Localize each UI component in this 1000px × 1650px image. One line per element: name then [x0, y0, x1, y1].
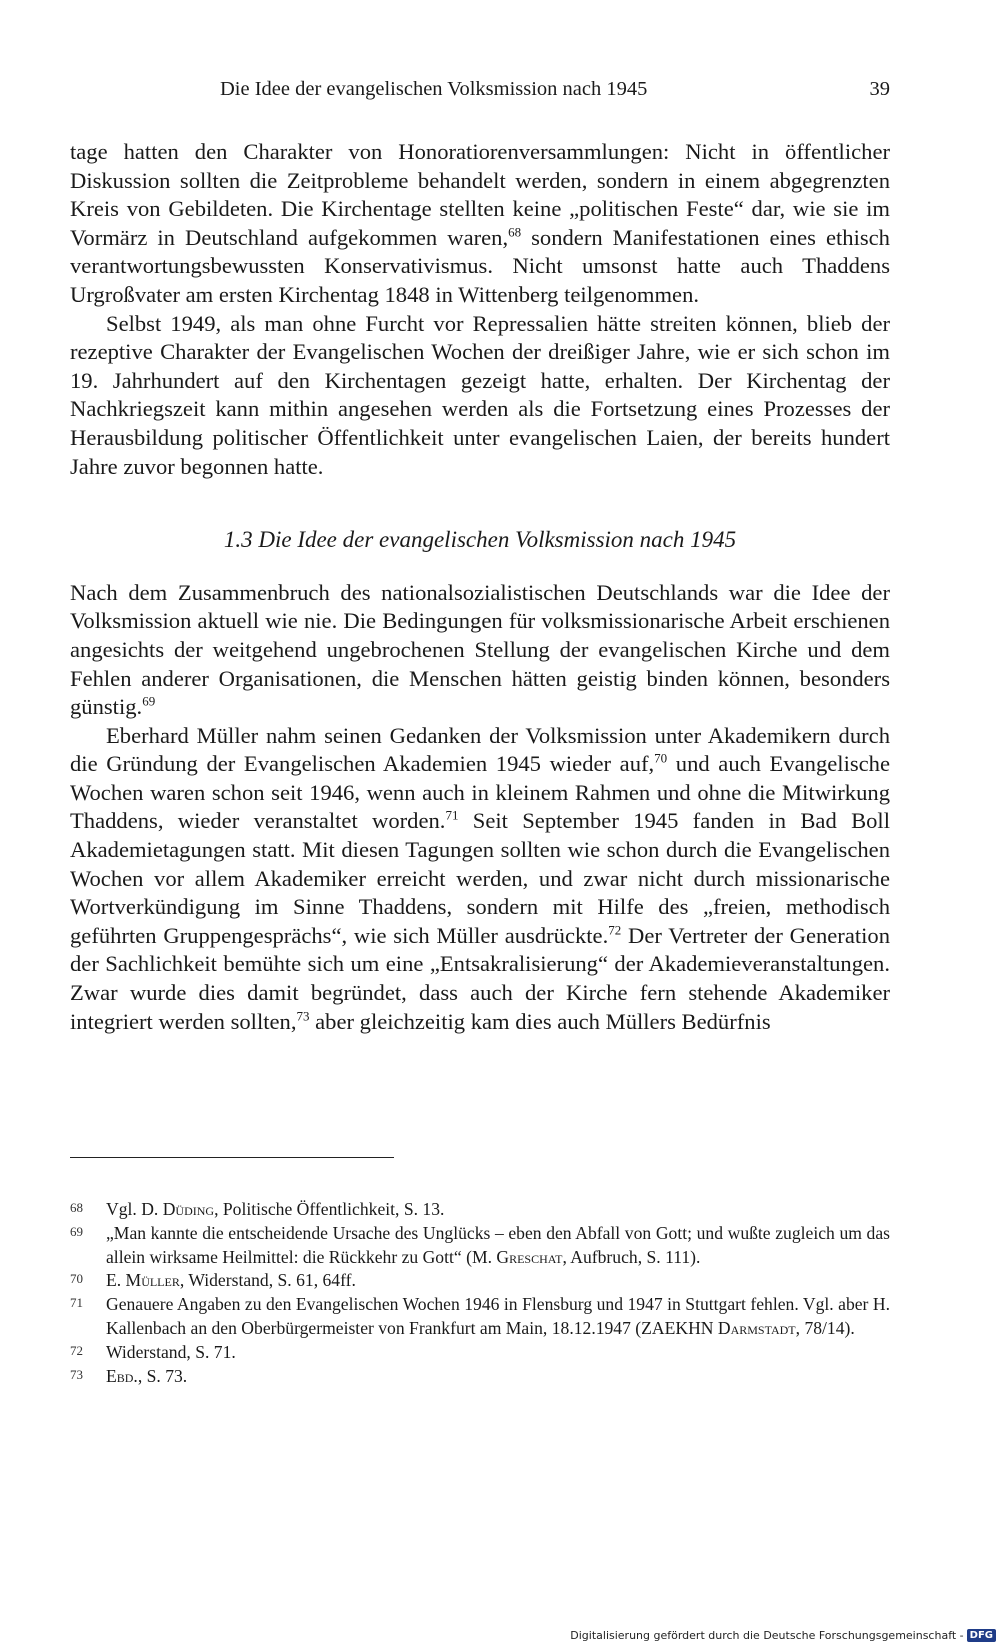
text-run: und auch Evangelische Wochen waren schon seit 1946, wenn auch in kleinem Rahmen und ohne die Mitwirkung Thaddens, wieder veranstaltet worden.	[70, 751, 890, 834]
paragraph	[70, 722, 890, 1037]
dfg-logo: DFG	[967, 1629, 996, 1642]
running-head	[70, 78, 890, 108]
text-run: Selbst 1949, als man ohne Furcht vor Repressalien hätte streiten können, blieb der rezeptive Charakter der Evangelischen Wochen der dreißiger Jahre, wie er sich schon im 19. Jahrhundert auf den Kirchentagen gezeigt hatte, erhalten. Der Kirchentag der Nachkriegszeit kann mithin angesehen werden als die Fortsetzung eines Prozesses der Herausbildung politischer Öffentlichkeit unter evangelischen Laien, der bereits hundert Jahre zuvor begonnen hatte.	[70, 310, 890, 479]
footnote-text	[106, 1365, 890, 1389]
footnote-ref: 70	[654, 750, 668, 766]
footnote-text	[106, 1293, 890, 1341]
footnote-number: 73	[70, 1366, 83, 1382]
footnote-ref: 73	[296, 1008, 310, 1024]
author-name: Darmstadt	[717, 1317, 796, 1338]
footnote-text	[106, 1198, 890, 1222]
dfg-banner-text: Digitalisierung gefördert durch die Deutsche Forschungsgemeinschaft -	[570, 1629, 964, 1642]
paragraph	[70, 310, 890, 482]
footnote-number: 71	[70, 1295, 83, 1311]
text-run: tage hatten den Charakter von Honoratiorenversammlungen: Nicht in öffentlicher Diskussion sollten die Zeitprobleme behandelt werden, sondern in einem abgegrenzten Kreis von Gebildeten. Die Kirchentage stellten keine „politischen Feste“ dar, wie sie im Vormärz in Deutschland aufgekommen waren,	[70, 139, 890, 250]
footnote-ref: 69	[142, 693, 156, 709]
paragraph	[70, 138, 890, 310]
page-number: 39	[869, 78, 890, 100]
author-name: Greschat	[496, 1246, 563, 1267]
footnote-number: 68	[70, 1200, 83, 1215]
footnote-text	[106, 1222, 890, 1270]
author-name: Müller	[125, 1270, 180, 1291]
footnote	[70, 1269, 890, 1293]
footnote-divider	[70, 1157, 394, 1158]
text-run: , Politische Öffentlichkeit, S. 13.	[214, 1199, 445, 1219]
text-run: , 78/14).	[795, 1317, 855, 1338]
footnote-ref: 71	[445, 807, 459, 823]
text-run: ., S. 73.	[133, 1365, 188, 1386]
footnote-number: 70	[70, 1271, 83, 1287]
text-run: sondern Manifestationen eines ethisch verantwortungsbewussten Konservativismus. Nicht umsonst hatte auch Thaddens Urgroßvater am ersten Kirchentag 1848 in Wittenberg teilgenommen.	[70, 224, 890, 307]
running-head-title: Die Idee der evangelischen Volksmission nach 1945	[220, 78, 648, 100]
section-heading: 1.3 Die Idee der evangelischen Volksmission nach 1945	[223, 527, 737, 553]
dfg-banner	[570, 1629, 996, 1642]
footnote-ref: 68	[508, 224, 522, 240]
text-run: Vgl. D.	[106, 1199, 163, 1219]
paragraph	[70, 579, 890, 722]
text-run: aber gleichzeitig kam dies auch Müllers Bedürfnis	[309, 1008, 771, 1034]
text-run: , Widerstand, S. 61, 64ff.	[179, 1270, 356, 1291]
footnote	[70, 1222, 890, 1270]
footnotes	[70, 1198, 890, 1388]
text-run: Der Vertreter der Generation der Sachlichkeit bemühte sich um eine „Entsakralisierung“ der Akademieveranstaltungen. Zwar wurde dies damit begründet, dass auch der Kirche fern stehende Akademiker integriert werden sollten,	[70, 922, 890, 1034]
text-run: Seit September 1945 fanden in Bad Boll Akademietagungen statt. Mit diesen Tagungen sollten wie schon durch die Evangelischen Wochen vor allem Akademiker erreicht werden, und zwar nicht durch missionarische Wortverkündigung im Sinne Thaddens, sondern mit Hilfe des „freien, methodisch geführten Gruppengesprächs“, wie sich Müller ausdrückte.	[70, 808, 890, 948]
footnote	[70, 1198, 890, 1222]
footnote	[70, 1293, 890, 1341]
footnote	[70, 1341, 890, 1365]
text-run: „Man kannte die entscheidende Ursache des Unglücks – eben den Abfall von Gott; und wußte zugleich um das allein wirksame Heilmittel: die Rückkehr zu Gott“ (M.	[106, 1222, 890, 1267]
footnote-text	[106, 1341, 890, 1365]
text-run: Genauere Angaben zu den Evangelischen Wochen 1946 in Flensburg und 1947 in Stuttgart fehlen. Vgl. aber H. Kallenbach an den Oberbürgermeister von Frankfurt am Main, 18.12.1947 (ZAEKHN	[106, 1294, 890, 1338]
text-run: Eberhard Müller nahm seinen Gedanken der Volksmission unter Akademikern durch die Gründung der Evangelischen Akademien 1945 wieder auf,	[70, 722, 890, 777]
footnote	[70, 1365, 890, 1389]
footnote-ref: 72	[608, 922, 622, 938]
author-name: Düding	[162, 1199, 215, 1219]
text-run: E.	[106, 1270, 126, 1291]
footnote-number: 72	[70, 1342, 83, 1358]
text-run: Nach dem Zusammenbruch des nationalsozialistischen Deutschlands war die Idee der Volksmission aktuell wie nie. Die Bedingungen für volksmissionarische Arbeit erschienen angesichts der weitgehend ungebrochenen Stellung der evangelischen Kirche und dem Fehlen anderer Organisationen, die Menschen hätten geistig binden können, besonders günstig.	[70, 579, 890, 720]
body-text	[70, 138, 890, 1036]
footnote-number: 69	[70, 1223, 83, 1239]
text-run: , Aufbruch, S. 111).	[562, 1246, 701, 1267]
text-run: Widerstand, S. 71.	[106, 1341, 236, 1362]
author-name: Ebd	[106, 1365, 134, 1386]
footnote-text	[106, 1269, 890, 1293]
